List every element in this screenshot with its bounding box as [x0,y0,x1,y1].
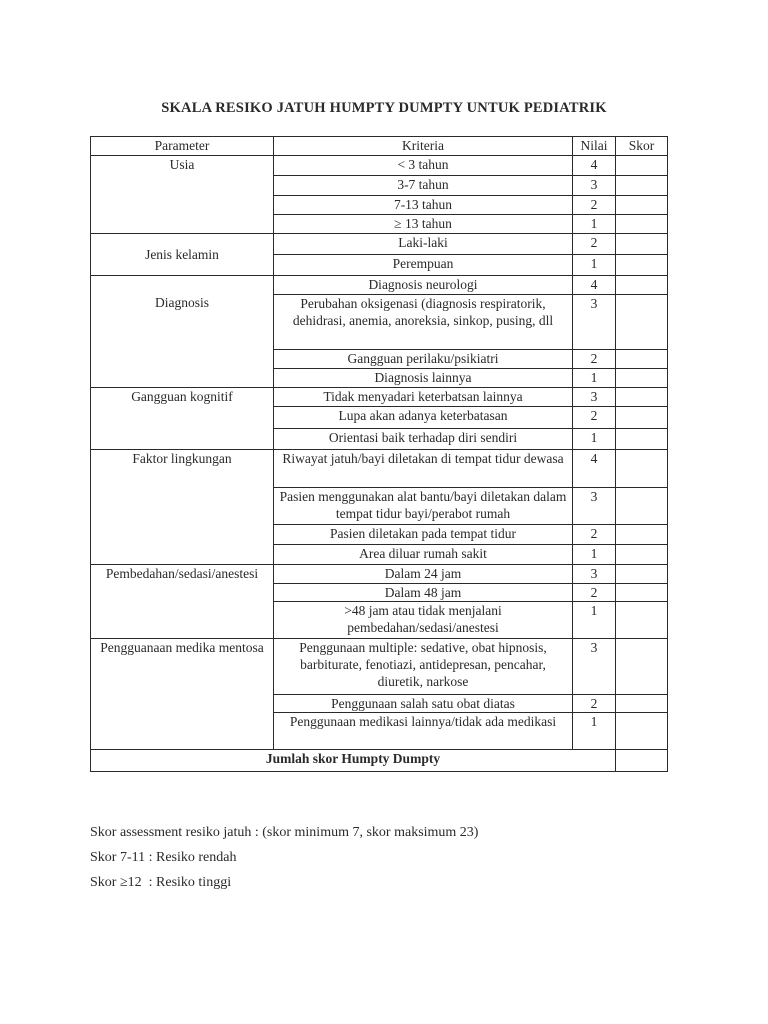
total-label: Jumlah skor Humpty Dumpty [91,750,616,772]
criteria-cell: Perempuan [274,255,573,276]
table-row [91,276,668,295]
param-cell: Pembedahan/sedasi/anestesi [91,565,274,639]
value-cell: 1 [573,429,616,450]
criteria-cell: Pasien menggunakan alat bantu/bayi diletakan dalam tempat tidur bayi/perabot rumah [274,488,573,525]
param-cell: Faktor lingkungan [91,450,274,565]
value-cell: 1 [573,369,616,388]
table-row [91,565,668,584]
criteria-cell: Laki-laki [274,234,573,255]
score-cell [616,639,668,695]
criteria-cell: Lupa akan adanya keterbatasan [274,407,573,429]
total-score-cell [616,750,668,772]
score-cell [616,429,668,450]
criteria-cell: Diagnosis neurologi [274,276,573,295]
param-cell: Pengguanaan medika mentosa [91,639,274,750]
table-row [91,450,668,488]
score-cell [616,565,668,584]
value-cell: 3 [573,565,616,584]
header-skor: Skor [616,137,668,156]
criteria-cell: Diagnosis lainnya [274,369,573,388]
criteria-cell: Penggunaan multiple: sedative, obat hipnosis, barbiturate, fenotiazi, antidepresan, pencahar, diuretik, narkose [274,639,573,695]
value-cell: 3 [573,388,616,407]
param-cell: Usia [91,156,274,234]
criteria-cell: Dalam 48 jam [274,584,573,602]
criteria-cell: 7-13 tahun [274,196,573,215]
value-cell: 2 [573,525,616,545]
table-row [91,388,668,407]
score-cell [616,156,668,176]
criteria-cell: >48 jam atau tidak menjalani pembedahan/sedasi/anestesi [274,602,573,639]
criteria-cell: Tidak menyadari keterbatsan lainnya [274,388,573,407]
document-title: SKALA RESIKO JATUH HUMPTY DUMPTY UNTUK PEDIATRIK [161,100,607,116]
score-cell [616,215,668,234]
value-cell: 1 [573,215,616,234]
value-cell: 4 [573,276,616,295]
score-cell [616,196,668,215]
value-cell: 3 [573,639,616,695]
criteria-cell: Perubahan oksigenasi (diagnosis respiratorik, dehidrasi, anemia, anoreksia, sinkop, pusing, dll [274,295,573,350]
value-cell: 3 [573,176,616,196]
value-cell: 1 [573,713,616,750]
score-cell [616,369,668,388]
criteria-cell: Pasien diletakan pada tempat tidur [274,525,573,545]
score-cell [616,350,668,369]
table-row [91,639,668,695]
note-high-risk: Skor ≥12 : Resiko tinggi [90,875,232,890]
score-cell [616,525,668,545]
criteria-cell: < 3 tahun [274,156,573,176]
param-cell: Jenis kelamin [91,234,274,276]
criteria-cell: 3-7 tahun [274,176,573,196]
humpty-dumpty-table [90,136,668,772]
score-cell [616,407,668,429]
score-cell [616,584,668,602]
score-cell [616,488,668,525]
score-cell [616,713,668,750]
param-cell: Diagnosis [91,276,274,388]
criteria-cell: Riwayat jatuh/bayi diletakan di tempat tidur dewasa [274,450,573,488]
value-cell: 2 [573,234,616,255]
criteria-cell: Penggunaan salah satu obat diatas [274,695,573,713]
value-cell: 3 [573,488,616,525]
note-score-range: Skor assessment resiko jatuh : (skor minimum 7, skor maksimum 23) [90,825,479,840]
score-cell [616,255,668,276]
criteria-cell: Area diluar rumah sakit [274,545,573,565]
score-cell [616,276,668,295]
score-cell [616,295,668,350]
value-cell: 1 [573,255,616,276]
total-row [91,750,668,772]
header-nilai: Nilai [573,137,616,156]
score-cell [616,388,668,407]
score-notes [90,820,478,895]
value-cell: 3 [573,295,616,350]
score-cell [616,450,668,488]
criteria-cell: ≥ 13 tahun [274,215,573,234]
criteria-cell: Gangguan perilaku/psikiatri [274,350,573,369]
score-cell [616,234,668,255]
value-cell: 2 [573,695,616,713]
score-cell [616,602,668,639]
note-low-risk: Skor 7-11 : Resiko rendah [90,850,237,865]
header-kriteria: Kriteria [274,137,573,156]
table-row [91,156,668,176]
value-cell: 4 [573,450,616,488]
header-parameter: Parameter [91,137,274,156]
value-cell: 2 [573,350,616,369]
value-cell: 1 [573,602,616,639]
param-cell: Gangguan kognitif [91,388,274,450]
table-row [91,234,668,255]
score-cell [616,176,668,196]
score-cell [616,695,668,713]
criteria-cell: Dalam 24 jam [274,565,573,584]
criteria-cell: Orientasi baik terhadap diri sendiri [274,429,573,450]
criteria-cell: Penggunaan medikasi lainnya/tidak ada medikasi [274,713,573,750]
value-cell: 2 [573,584,616,602]
value-cell: 1 [573,545,616,565]
value-cell: 2 [573,196,616,215]
value-cell: 4 [573,156,616,176]
score-cell [616,545,668,565]
table-header-row [91,137,668,156]
value-cell: 2 [573,407,616,429]
